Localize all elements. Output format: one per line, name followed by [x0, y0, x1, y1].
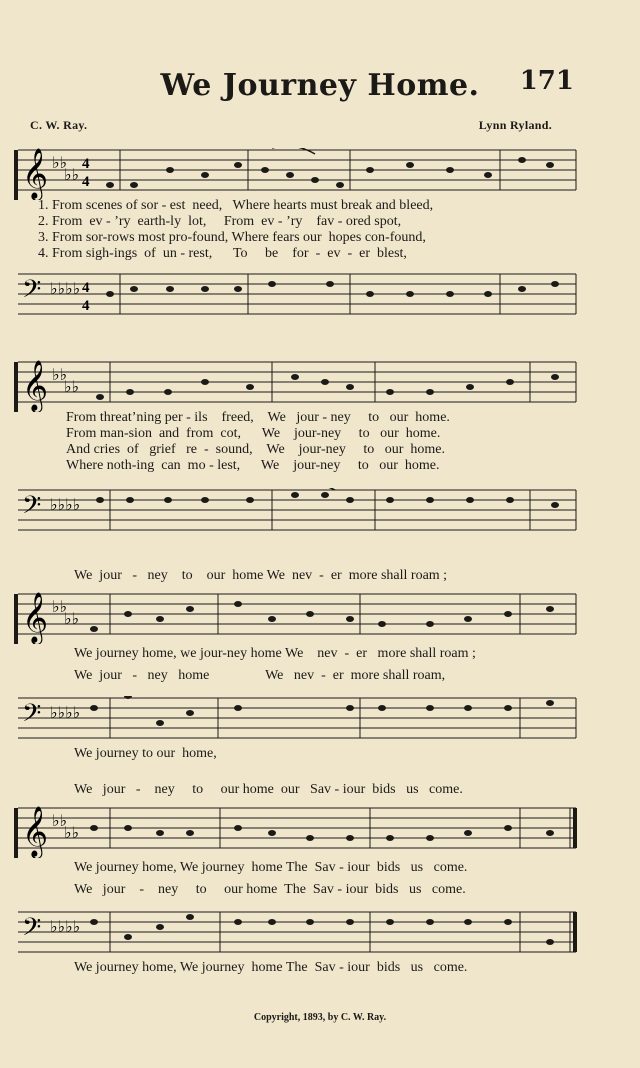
svg-text:♭♭: ♭♭ [64, 609, 80, 628]
music-system-1 [10, 140, 580, 340]
svg-text:♭♭♭♭: ♭♭♭♭ [50, 917, 81, 936]
verse-4-line-a: 4. From sigh-ings of un - rest, To be for - ev - er blest, [38, 246, 407, 261]
svg-text:4: 4 [82, 174, 90, 190]
svg-text:𝄞: 𝄞 [22, 360, 49, 411]
svg-text:♭♭: ♭♭ [64, 377, 80, 396]
treble-staff-4 [10, 806, 580, 858]
svg-text:♭♭: ♭♭ [52, 365, 68, 384]
chorus-1-middle-b: We jour - ney home We nev - er more shall roam, [74, 668, 446, 683]
chorus-2-above: We jour - ney to our home our Sav - iour bids us come. [74, 782, 463, 797]
svg-text:♭♭: ♭♭ [64, 823, 80, 842]
hymn-title: We Journey Home. [160, 68, 480, 103]
treble-staff-3 [10, 592, 580, 644]
svg-text:♭♭: ♭♭ [52, 597, 68, 616]
svg-text:4: 4 [82, 298, 90, 314]
svg-text:♭♭: ♭♭ [52, 153, 68, 172]
music-system-3 [10, 592, 580, 762]
chorus-1-above: We jour - ney to our home We nev - er more shall roam ; [74, 568, 448, 583]
verse-1-line-b: From threat’ning per - ils freed, We jour - ney to our home. [66, 410, 450, 425]
svg-text:𝄢: 𝄢 [22, 913, 42, 948]
svg-text:♭♭: ♭♭ [52, 811, 68, 830]
svg-text:♭♭♭♭: ♭♭♭♭ [50, 279, 81, 298]
svg-text:𝄢: 𝄢 [22, 699, 42, 734]
svg-text:𝄢: 𝄢 [22, 491, 42, 526]
composer-credit: C. W. Ray. [30, 118, 88, 132]
verse-1-line-a: 1. From scenes of sor - est need, Where hearts must break and bleed, [38, 198, 434, 213]
bass-staff-1 [10, 272, 580, 324]
svg-text:4: 4 [82, 280, 90, 296]
bass-clef-icon: 𝄢 [22, 275, 42, 310]
music-system-4 [10, 806, 580, 976]
treble-staff-1 [10, 148, 580, 200]
chorus-1-below: We journey to our home, [74, 746, 217, 761]
author-credit: Lynn Ryland. [478, 118, 552, 132]
bass-staff-2 [10, 488, 580, 540]
music-system-2 [10, 360, 580, 550]
svg-text:𝄞: 𝄞 [22, 806, 49, 857]
svg-text:♭♭: ♭♭ [64, 165, 80, 184]
verse-4-line-b: Where noth-ing can mo - lest, We jour-ney to our home. [66, 458, 440, 473]
chorus-2-middle-b: We jour - ney to our home The Sav - iour bids us come. [74, 882, 466, 897]
verse-3-line-b: And cries of grief re - sound, We jour-ney to our home. [66, 442, 445, 457]
bass-staff-3 [10, 696, 580, 748]
verse-2-line-b: From man-sion and from cot, We jour-ney to our home. [66, 426, 441, 441]
hymn-number: 171 [519, 66, 574, 96]
svg-text:4: 4 [82, 156, 90, 172]
verse-3-line-a: 3. From sor-rows most pro-found, Where fears our hopes con-found, [38, 230, 426, 245]
verse-2-line-a: 2. From ev - ’ry earth-ly lot, From ev - ’ry fav - ored spot, [38, 214, 402, 229]
treble-staff-2 [10, 360, 580, 412]
svg-text:𝄞: 𝄞 [22, 592, 49, 643]
chorus-1-middle-a: We journey home, we jour-ney home We nev - er more shall roam ; [74, 646, 476, 661]
treble-clef-icon: 𝄞 [22, 148, 49, 199]
svg-text:♭♭♭♭: ♭♭♭♭ [50, 495, 81, 514]
svg-text:♭♭♭♭: ♭♭♭♭ [50, 703, 81, 722]
bass-staff-4 [10, 910, 580, 962]
chorus-2-below: We journey home, We journey home The Sav - iour bids us come. [74, 960, 468, 975]
copyright-notice: Copyright, 1893, by C. W. Ray. [253, 1012, 387, 1023]
chorus-2-middle-a: We journey home, We journey home The Sav - iour bids us come. [74, 860, 468, 875]
